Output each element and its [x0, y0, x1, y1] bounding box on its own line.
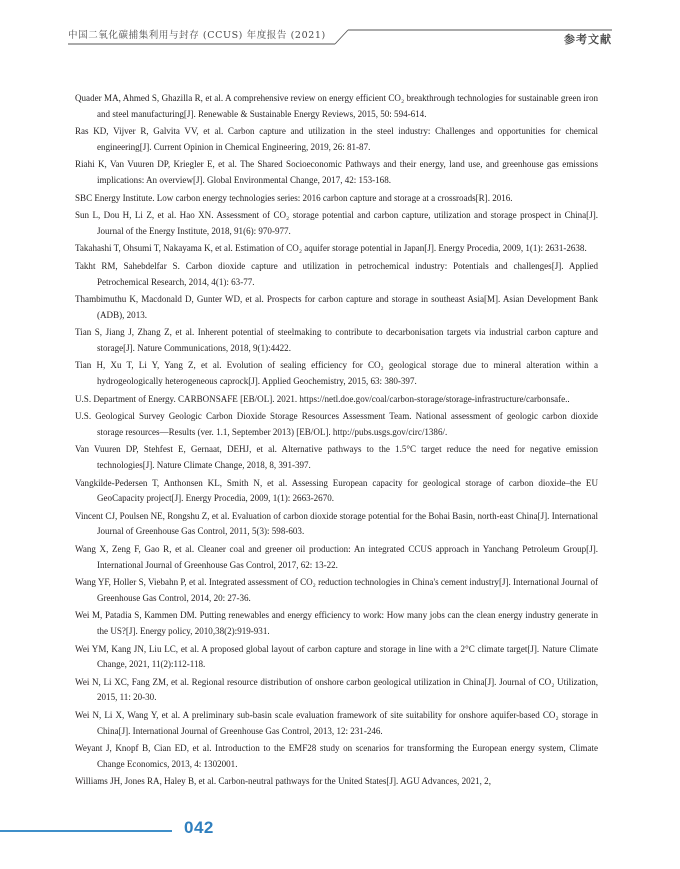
reference-entry: Takht RM, Sahebdelfar S. Carbon dioxide capture and utilization in petrochemical industry: Potentials and challenges[J]. Applied Petrochemical Research, 2014, 4(1): 63-77.: [75, 260, 598, 287]
reference-entry: Vangkilde-Pedersen T, Anthonsen KL, Smith N, et al. Assessing European capacity for geological storage of carbon dioxide–the EU GeoCapacity project[J]. Energy Procedia, 2009, 1(1): 2663-2670.: [75, 477, 598, 504]
reference-entry: Wei YM, Kang JN, Liu LC, et al. A proposed global layout of carbon capture and storage in line with a 2°C climate target[J]. Nature Climate Change, 2021, 11(2):112-118.: [75, 643, 598, 670]
reference-entry: U.S. Department of Energy. CARBONSAFE [EB/OL]. 2021. https://netl.doe.gov/coal/carbon-storage/storage-infrastructure/carbonsafe..: [75, 393, 570, 404]
section-title: 参考文献: [564, 33, 612, 46]
reference-entry: Quader MA, Ahmed S, Ghazilla R, et al. A comprehensive review on energy efficient CO₂ breakthrough technologies for sustainable green iron and steel manufacturing[J]. Renewable & Sustainable Energy Reviews, 2015, 50: 594-614.: [75, 93, 598, 119]
reference-entry: Wang YF, Holler S, Viebahn P, et al. Integrated assessment of CO₂ reduction technologies in China's cement industry[J]. International Journal of Greenhouse Gas Control, 2014, 20: 27-36.: [75, 577, 598, 603]
reference-entry: SBC Energy Institute. Low carbon energy technologies series: 2016 carbon capture and storage at a crossroads[R]. 2016.: [75, 192, 513, 203]
reference-entry: Van Vuuren DP, Stehfest E, Gernaat, DEHJ, et al. Alternative pathways to the 1.5°C target reduce the need for negative emission technologies[J]. Nature Climate Change, 2018, 8, 391-397.: [75, 444, 598, 471]
reference-list: [75, 91, 598, 792]
page-number: 042: [184, 818, 214, 837]
reference-entry: Weyant J, Knopf B, Cian ED, et al. Introduction to the EMF28 study on scenarios for transforming the European energy system, Climate Change Economics, 2013, 4: 1302001.: [75, 743, 598, 769]
reference-entry: Wei N, Li X, Wang Y, et al. A preliminary sub-basin scale evaluation framework of site suitability for onshore aquifer-based CO₂ storage in China[J]. International Journal of Greenhouse Gas Control, 2013, 12: 231-246.: [75, 709, 598, 736]
reference-entry: Thambimuthu K, Macdonald D, Gunter WD, et al. Prospects for carbon capture and storage in southeast Asia[M]. Asian Development Bank (ADB), 2013.: [75, 294, 598, 320]
reference-entry: Takahashi T, Ohsumi T, Nakayama K, et al. Estimation of CO₂ aquifer storage potential in Japan[J]. Energy Procedia, 2009, 1(1): 2631-2638.: [75, 243, 587, 254]
reference-entry: Vincent CJ, Poulsen NE, Rongshu Z, et al. Evaluation of carbon dioxide storage potential for the Bohai Basin, north-east China[J]. International Journal of Greenhouse Gas Control, 2011, 5(3): 598-603.: [75, 510, 598, 537]
page-footer: [0, 818, 680, 848]
reference-entry: Wang X, Zeng F, Gao R, et al. Cleaner coal and greener oil production: An integrated CCUS approach in Yanchang Petroleum Group[J]. International Journal of Greenhouse Gas Control, 2017, 62: 13-22.: [75, 543, 598, 570]
footer-rule: [0, 830, 172, 832]
reference-entry: Wei M, Patadia S, Kammen DM. Putting renewables and energy efficiency to work: How many jobs can the clean energy industry generate in the US?[J]. Energy policy, 2010,38(2):919-931.: [75, 610, 598, 637]
reference-entry: U.S. Geological Survey Geologic Carbon Dioxide Storage Resources Assessment Team. National assessment of geologic carbon dioxide storage resources—Results (ver. 1.1, September 2013) [EB/OL]. http://pubs.usgs.gov/circ/1386/.: [75, 411, 598, 437]
reference-entry: Sun L, Dou H, Li Z, et al. Hao XN. Assessment of CO₂ storage potential and carbon capture, utilization and storage prospect in China[J]. Journal of the Energy Institute, 2018, 91(6): 970-977.: [75, 210, 598, 236]
reference-entry: Tian S, Jiang J, Zhang Z, et al. Inherent potential of steelmaking to contribute to decarbonisation targets via industrial carbon capture and storage[J]. Nature Communications, 2018, 9(1):4422.: [75, 327, 598, 353]
reference-entry: Williams JH, Jones RA, Haley B, et al. Carbon-neutral pathways for the United States[J]. AGU Advances, 2021, 2,: [75, 776, 491, 787]
page-header: [0, 0, 680, 48]
reference-entry: Ras KD, Vijver R, Galvita VV, et al. Carbon capture and utilization in the steel industry: Challenges and opportunities for chemical engineering[J]. Current Opinion in Chemical Engineering, 2019, 26: 81-87.: [75, 126, 598, 152]
report-title: 中国二氧化碳捕集利用与封存 (CCUS) 年度报告 (2021): [68, 30, 326, 41]
reference-entry: Wei N, Li XC, Fang ZM, et al. Regional resource distribution of onshore carbon geological utilization in China[J]. Journal of CO₂ Utilization, 2015, 11: 20-30.: [75, 676, 598, 703]
reference-entry: Tian H, Xu T, Li Y, Yang Z, et al. Evolution of sealing efficiency for CO₂ geological storage due to mineral alteration within a hydrogeologically heterogeneous caprock[J]. Applied Geochemistry, 2015, 63: 380-397.: [75, 360, 598, 387]
reference-entry: Riahi K, Van Vuuren DP, Kriegler E, et al. The Shared Socioeconomic Pathways and their energy, land use, and greenhouse gas emissions implications: An overview[J]. Global Environmental Change, 2017, 42: 153-168.: [75, 159, 598, 186]
